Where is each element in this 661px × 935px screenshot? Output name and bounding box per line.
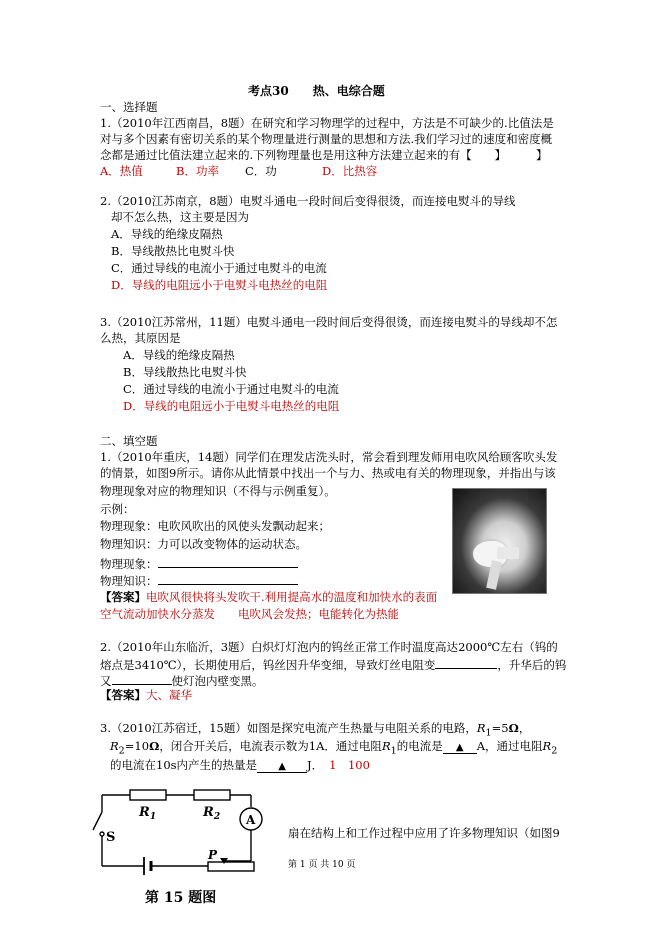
symbol: R: [110, 739, 119, 753]
example-knowledge: 物理知识：力可以改变物体的运动状态。: [100, 537, 307, 551]
label-slider: P: [208, 848, 218, 862]
blank-label: 物理现象：: [100, 557, 158, 571]
example-label: 示例：: [100, 502, 135, 516]
question-text: ），长期使用后，钨丝因升华变细，导致灯丝电阻变: [176, 658, 436, 672]
page-title: 考点30 热、电综合题: [248, 84, 385, 98]
label-r2: $R_2$: [203, 805, 221, 822]
answer-blank: ▲: [443, 743, 477, 754]
label-r1: $R_1$: [139, 805, 157, 822]
unit: Ω: [508, 721, 519, 735]
symbol: R: [381, 739, 391, 753]
rheostat: [208, 862, 254, 871]
section-heading-choice: 一、选择题: [100, 100, 158, 114]
overflow-text: 扇在结构上和工作过程中应用了许多物理知识（如图9: [288, 826, 560, 840]
question-text: 使灯泡内壁变黑。: [171, 674, 264, 688]
subscript: 1: [390, 745, 397, 757]
value: =5: [491, 721, 509, 735]
question-text: 的情景，如图9所示。请你从此情景中找出一个与力、热或电有关的物理现象，并指出与该: [100, 466, 556, 480]
answer-text: 1 100: [329, 758, 370, 772]
question-text: 的电流是: [396, 739, 443, 753]
question-text: 左右（钨的: [500, 640, 558, 654]
question-text: [100, 658, 566, 672]
answer-blank: [435, 658, 497, 669]
option-d: D．导线的电阻远小于电熨斗电热丝的电阻: [123, 399, 340, 413]
section-heading-fill: 二、填空题: [100, 434, 158, 448]
answer-text: 大、凝华: [146, 688, 192, 702]
blank-knowledge: [100, 574, 298, 588]
answer-blank: [112, 674, 172, 685]
circuit-diagram: [88, 782, 288, 882]
answer-line: [100, 592, 437, 604]
symbol: R: [542, 739, 552, 753]
question-text: 的电流在10s内产生的热量是: [110, 758, 258, 772]
option-c: C．通过导线的电流小于通过电熨斗的电流: [123, 382, 339, 396]
blank-phenomenon: [100, 557, 298, 571]
question-text: 又: [100, 674, 112, 688]
question-text: 3.（2010江苏宿迁，15题）如图是探究电流产生热量与电阻关系的电路，: [100, 721, 477, 735]
hair-dryer-photo: [452, 488, 547, 594]
question-text: 熔点是: [100, 658, 135, 672]
question-text: [100, 674, 264, 688]
question-text: 2.（2010江苏南京，8题）电熨斗通电一段时间后变得很烫，而连接电熨斗的导线: [100, 194, 516, 208]
answer-text: 电吹风很快将头发吹干.利用提高水的温度和加快水的表面: [146, 590, 438, 604]
resistor-r2: [194, 790, 230, 800]
question-text: 1.（2010年江西南昌，8题）在研究和学习物理学的过程中，方法是不可缺少的.比值法是: [100, 116, 554, 130]
answer-text: 空气流动加快水分蒸发 电吹风会发热；电能转化为热能: [100, 607, 399, 621]
question-text: 2.（2010年山东临沂，3题）白炽灯灯泡内的钨丝正常工作时温度高达: [100, 640, 459, 654]
label-switch: S: [106, 830, 116, 845]
subscript: 2: [118, 745, 125, 757]
option-d: D．导线的电阻远小于电熨斗电热丝的电阻: [111, 278, 328, 292]
answer-label: 【答案】: [100, 590, 146, 604]
question-text: 1.（2010年重庆，14题）同学们在理发店洗头时，常会看到理发师用电吹风给顾客吹头发: [100, 450, 558, 464]
answer-blank: ▲: [257, 762, 307, 773]
figure-caption: 第 15 题图: [145, 890, 217, 906]
option-b: B．功率: [176, 164, 219, 178]
option-b: B．导线散热比电熨斗快: [111, 244, 235, 258]
value: =10: [124, 739, 150, 753]
question-text: [100, 642, 558, 654]
resistor-r1: [130, 790, 166, 800]
question-text: [100, 723, 530, 738]
question-text: 对与多个因素有密切关系的某个物理量进行测量的思想和方法.我们学习过的速度和密度概: [100, 132, 553, 146]
temperature-value: 3410℃: [134, 658, 177, 672]
question-text: 3.（2010江苏常州，11题）电熨斗通电一段时间后变得很烫，而连接电熨斗的导线却不怎: [100, 315, 558, 329]
symbol: R: [476, 721, 486, 735]
option-c: C．功: [245, 164, 277, 178]
answer-blank: [158, 557, 298, 568]
punct: ，: [518, 721, 531, 735]
subscript: 2: [551, 745, 558, 757]
question-text: 么热，其原因是: [100, 331, 181, 345]
option-a: A．热值: [100, 164, 143, 178]
question-text: 却不怎么热，这主要是因为: [111, 210, 249, 224]
question-text: [110, 741, 557, 756]
question-text: J．: [307, 758, 324, 772]
label-ammeter: A: [246, 813, 256, 827]
subscript: 1: [485, 727, 492, 739]
question-text: 】: [536, 148, 548, 162]
option-c: C．通过导线的电流小于通过电熨斗的电流: [111, 261, 327, 275]
page-footer: 第 1 页 共 10 页: [288, 860, 356, 870]
question-text: 念都是通过比值法建立起来的.下列物理量也是用这种方法建立起来的有【 】: [100, 148, 507, 162]
question-text: ，升华后的钨: [497, 658, 567, 672]
answer-line: [100, 690, 192, 702]
option-d: D．比热容: [322, 164, 378, 178]
temperature-value: 2000℃: [458, 640, 501, 654]
option-a: A．导线的绝缘皮隔热: [111, 227, 223, 241]
option-a: A．导线的绝缘皮隔热: [123, 348, 235, 362]
question-text: ，闭合开关后，电流表示数为1A．通过电阻: [159, 739, 382, 753]
blank-label: 物理知识：: [100, 574, 158, 588]
question-text: 物理现象对应的物理知识（不得与示例重复）。: [100, 484, 336, 498]
option-b: B．导线散热比电熨斗快: [123, 365, 247, 379]
answer-label: 【答案】: [100, 688, 146, 702]
question-text: A，通过电阻: [476, 739, 543, 753]
unit: Ω: [149, 739, 160, 753]
answer-blank: [158, 574, 298, 585]
question-text: [110, 760, 370, 773]
example-phenomenon: 物理现象：电吹风吹出的风使头发飘动起来；: [100, 519, 330, 533]
